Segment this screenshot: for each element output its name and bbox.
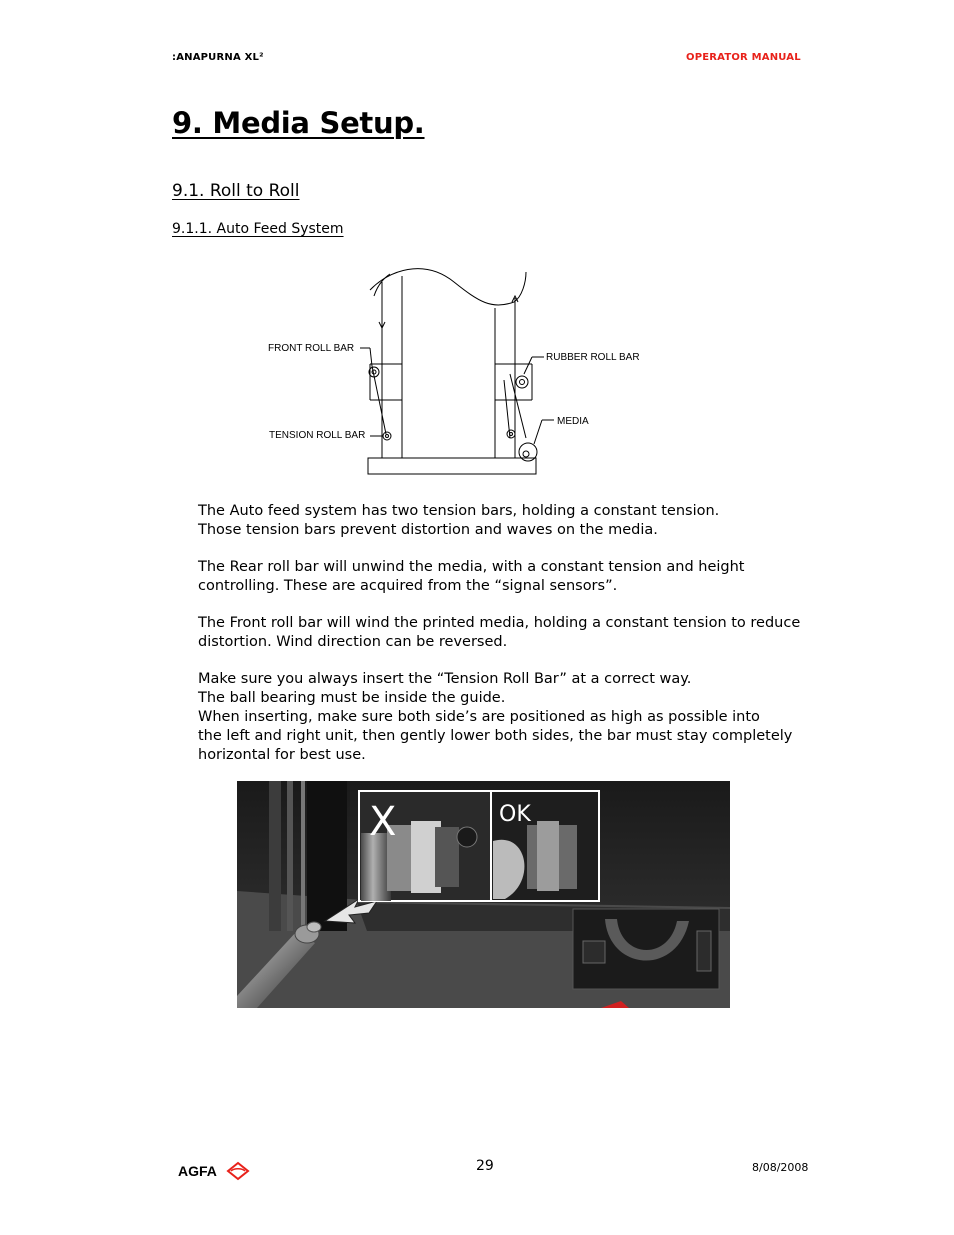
footer-date: 8/08/2008 <box>752 1161 809 1174</box>
agfa-logo <box>178 1158 252 1184</box>
body-text <box>198 502 808 783</box>
subsection-title: 9.1. Roll to Roll <box>172 181 300 201</box>
header-manual-title: OPERATOR MANUAL <box>686 52 801 63</box>
text-line: The Front roll bar will wind the printed media, holding a constant tension to reduce <box>198 615 801 631</box>
text-line: The ball bearing must be inside the guide. <box>198 690 506 706</box>
paragraph-rear-roll-bar <box>198 558 808 596</box>
text-line: The Auto feed system has two tension bars, holding a constant tension. <box>198 503 720 519</box>
tension-roll-bar-left <box>383 432 391 440</box>
label-media: MEDIA <box>557 416 589 427</box>
paragraph-front-roll-bar <box>198 614 808 652</box>
subsubsection-title: 9.1.1. Auto Feed System <box>172 221 344 237</box>
label-tension-roll-bar: TENSION ROLL BAR <box>269 430 366 441</box>
label-front-roll-bar: FRONT ROLL BAR <box>268 343 355 354</box>
paragraph-insert-tension-bar <box>198 670 808 765</box>
text-line: distortion. Wind direction can be reversed. <box>198 634 508 650</box>
auto-feed-diagram <box>264 262 648 480</box>
paragraph-tension-bars <box>198 502 808 540</box>
page-number: 29 <box>476 1158 494 1174</box>
text-line: the left and right unit, then gently lower both sides, the bar must stay completely <box>198 728 793 744</box>
text-line: horizontal for best use. <box>198 747 366 763</box>
section-title: 9. Media Setup. <box>172 106 425 140</box>
text-line: When inserting, make sure both side’s are positioned as high as possible into <box>198 709 760 725</box>
text-line: The Rear roll bar will unwind the media, with a constant tension and height <box>198 559 745 575</box>
wrong-mark: X <box>369 799 397 845</box>
correct-mark: OK <box>499 802 531 827</box>
header-product-name: :ANAPURNA XL² <box>172 52 264 63</box>
tension-roll-bar-right <box>507 430 515 438</box>
text-line: Those tension bars prevent distortion and waves on the media. <box>198 522 658 538</box>
media-curve <box>370 269 526 305</box>
text-line: Make sure you always insert the “Tension Roll Bar” at a correct way. <box>198 671 692 687</box>
agfa-wordmark: AGFA <box>178 1163 217 1179</box>
text-line: controlling. These are acquired from the “signal sensors”. <box>198 578 618 594</box>
label-rubber-roll-bar: RUBBER ROLL BAR <box>546 352 640 363</box>
rubber-roll-bar-roller <box>516 376 528 388</box>
tension-roll-bar-photo <box>237 781 730 1008</box>
